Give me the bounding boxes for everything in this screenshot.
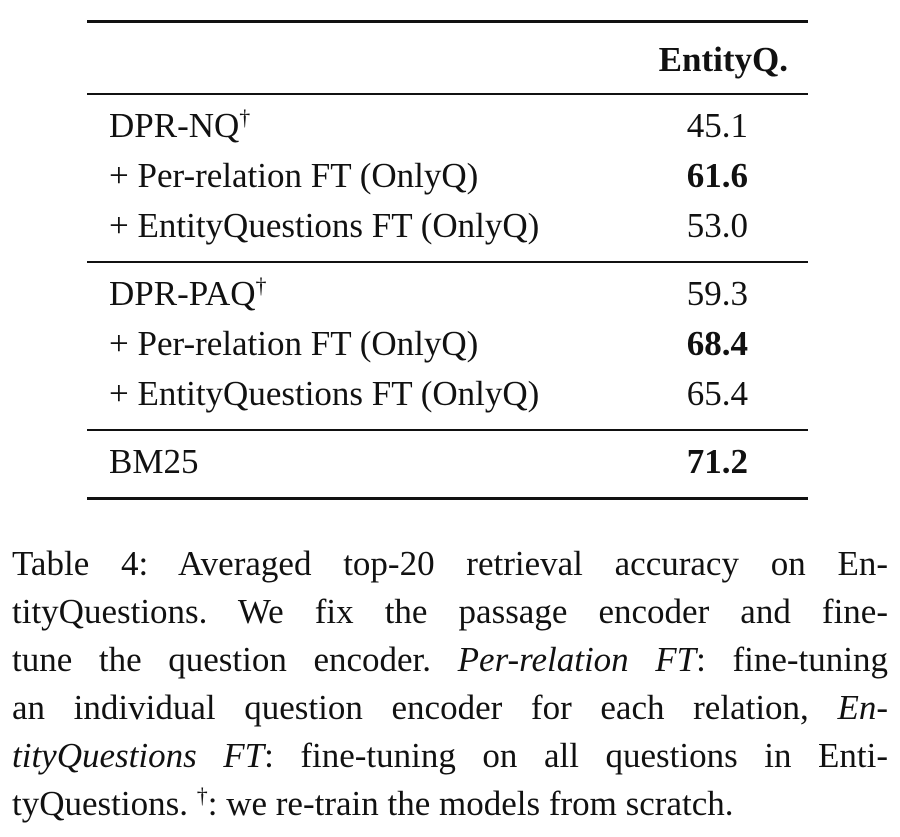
method-cell: + Per-relation FT (OnlyQ) (109, 156, 479, 195)
value-cell-best: 71.2 (686, 442, 748, 481)
value-cell-best: 61.6 (686, 156, 748, 195)
method-cell: + EntityQuestions FT (OnlyQ) (109, 374, 540, 413)
method-cell: DPR-PAQ† (109, 273, 267, 313)
value-cell: 45.1 (686, 106, 748, 145)
table-header-row (87, 23, 808, 93)
table-row (87, 319, 808, 369)
caption-line: Table 4: Averaged top-20 retrieval accuracy on En- (12, 544, 888, 583)
method-cell: DPR-NQ† (109, 105, 251, 145)
dagger-mark: † (255, 273, 267, 298)
caption-line: tityQuestions. We fix the passage encoder and fine- (12, 592, 888, 631)
caption-line: tityQuestions FT: fine-tuning on all questions in Enti- (12, 736, 888, 775)
method-cell: BM25 (109, 442, 199, 481)
value-cell: 65.4 (686, 374, 748, 413)
table-row (87, 269, 808, 319)
method-cell: + EntityQuestions FT (OnlyQ) (109, 206, 540, 245)
table-row (87, 201, 808, 251)
results-table (87, 20, 808, 500)
caption-line: tune the question encoder. Per-relation FT: fine-tuning (12, 640, 888, 679)
table-caption (12, 540, 888, 828)
table-row (87, 151, 808, 201)
table-group-dpr-nq (87, 95, 808, 261)
table-row (87, 437, 808, 487)
table-bottom-rule (87, 497, 808, 500)
value-cell: 59.3 (686, 274, 748, 313)
value-cell-best: 68.4 (686, 324, 748, 363)
caption-line: an individual question encoder for each relation, En- (12, 688, 888, 727)
table-group-bm25 (87, 431, 808, 497)
value-cell: 53.0 (686, 206, 748, 245)
caption-line: tyQuestions. †: we re-train the models from scratch. (12, 783, 734, 823)
table-row (87, 369, 808, 419)
method-cell: + Per-relation FT (OnlyQ) (109, 324, 479, 363)
dagger-mark: † (239, 105, 251, 130)
table-group-dpr-paq (87, 263, 808, 429)
column-header-entityq: EntityQ. (658, 40, 788, 79)
table-row (87, 101, 808, 151)
dagger-mark: † (196, 783, 208, 808)
